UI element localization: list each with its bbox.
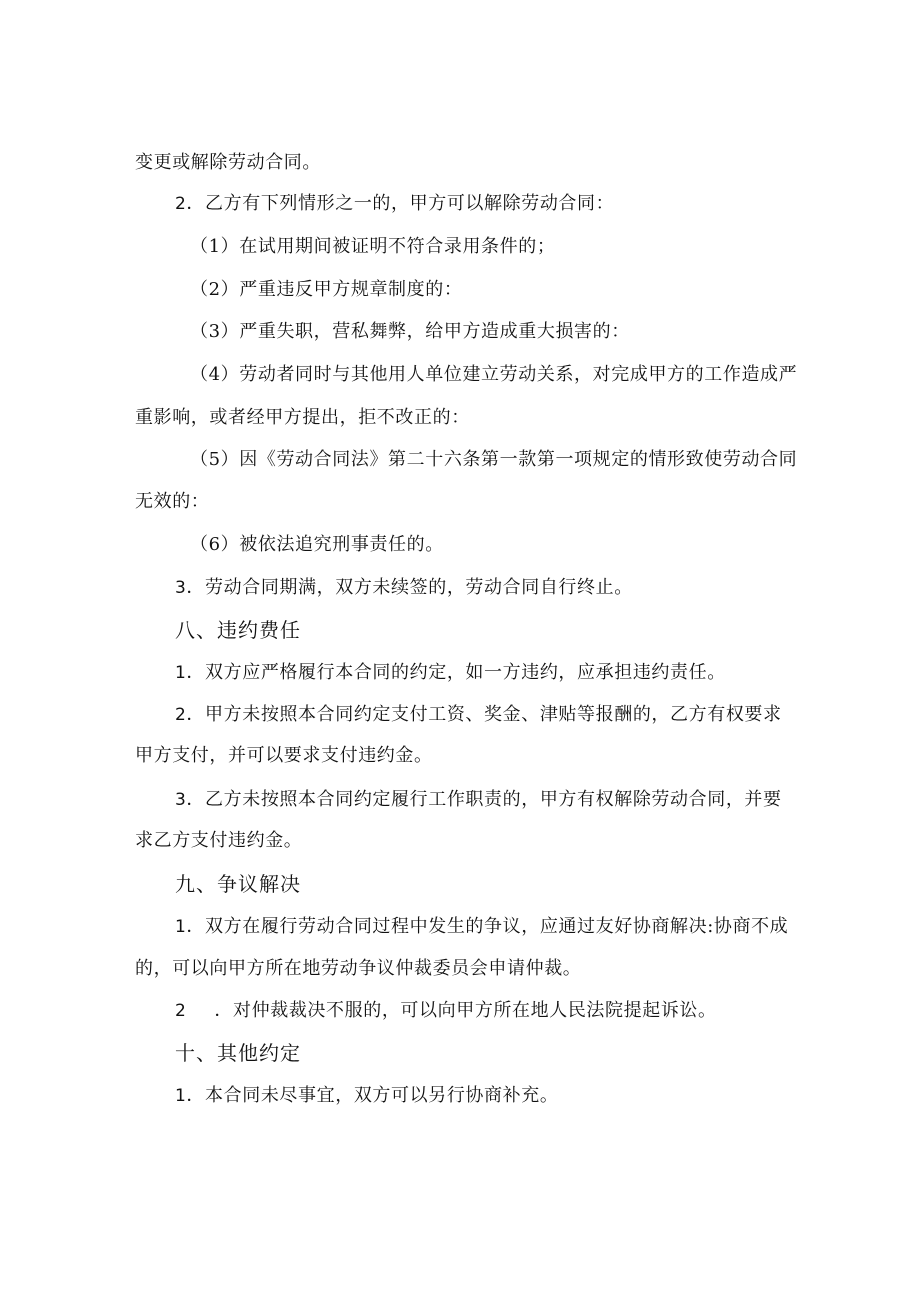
list-item-2-cont: 甲方支付，并可以要求支付违约金。: [135, 745, 433, 766]
list-item-3: [175, 788, 782, 812]
item-number: 2: [175, 1001, 187, 1021]
sub-item-2: （2）严重违反甲方规章制度的：: [190, 279, 463, 300]
sub-item-4: （4）劳动者同时与其他用人单位建立劳动关系，对完成甲方的工作造成严: [190, 364, 798, 385]
item-text: ．本合同未尽事宜，双方可以另行协商补充。: [186, 1085, 559, 1106]
item-number: 3: [175, 790, 187, 810]
sub-item-4-cont: 重影响，或者经甲方提出，拒不改正的：: [135, 407, 470, 428]
item-number: 3: [175, 578, 187, 598]
item-text: ．甲方未按照本合同约定支付工资、奖金、津贴等报酬的，乙方有权要求: [186, 704, 782, 725]
sub-item-1: （1）在试用期间被证明不符合录用条件的；: [190, 236, 556, 257]
list-item-2: [175, 192, 614, 216]
item-number: 2: [175, 194, 187, 214]
sub-item-5: （5）因《劳动合同法》第二十六条第一款第一项规定的情形致使劳动合同: [190, 449, 798, 470]
sub-item-3: （3）严重失职，营私舞弊，给甲方造成重大损害的：: [190, 321, 630, 342]
section-heading-9: 九、争议解决: [175, 872, 301, 896]
item-number: 1: [175, 917, 187, 937]
section-heading-8: 八、违约费任: [175, 618, 301, 642]
item-text: ．双方在履行劳动合同过程中发生的争议，应通过友好协商解决:协商不成: [186, 916, 789, 937]
item-number: 2: [175, 705, 187, 725]
section-heading-10: 十、其他约定: [175, 1041, 301, 1065]
list-item-3-cont: 求乙方支付违约金。: [135, 830, 303, 851]
sub-item-5-cont: 无效的：: [135, 491, 210, 512]
list-item-1: [175, 1084, 558, 1108]
item-text: ．对仲裁裁决不服的，可以向甲方所在地人民法院提起诉讼。: [214, 1000, 717, 1021]
item-text: ．劳动合同期满，双方未续签的，劳动合同自行终止。: [186, 577, 633, 598]
sub-item-6: （6）被依法追究刑事责任的。: [190, 534, 444, 555]
item-number: 1: [175, 1086, 187, 1106]
list-item-1: [175, 661, 726, 685]
list-item-1: [175, 915, 788, 939]
list-item-3: [175, 576, 633, 600]
item-text: ．乙方有下列情形之一的，甲方可以解除劳动合同：: [186, 193, 615, 214]
item-number: 1: [175, 663, 187, 683]
list-item-1-cont: 的，可以向甲方所在地劳动争议仲裁委员会申请仲裁。: [135, 958, 582, 979]
list-item-2: [175, 703, 782, 727]
paragraph-line: 变更或解除劳动合同。: [135, 152, 321, 173]
list-item-2: [175, 999, 717, 1023]
item-text: ．双方应严格履行本合同的约定，如一方违约，应承担违约责任。: [186, 662, 726, 683]
item-text: ．乙方未按照本合同约定履行工作职责的，甲方有权解除劳动合同，并要: [186, 789, 782, 810]
